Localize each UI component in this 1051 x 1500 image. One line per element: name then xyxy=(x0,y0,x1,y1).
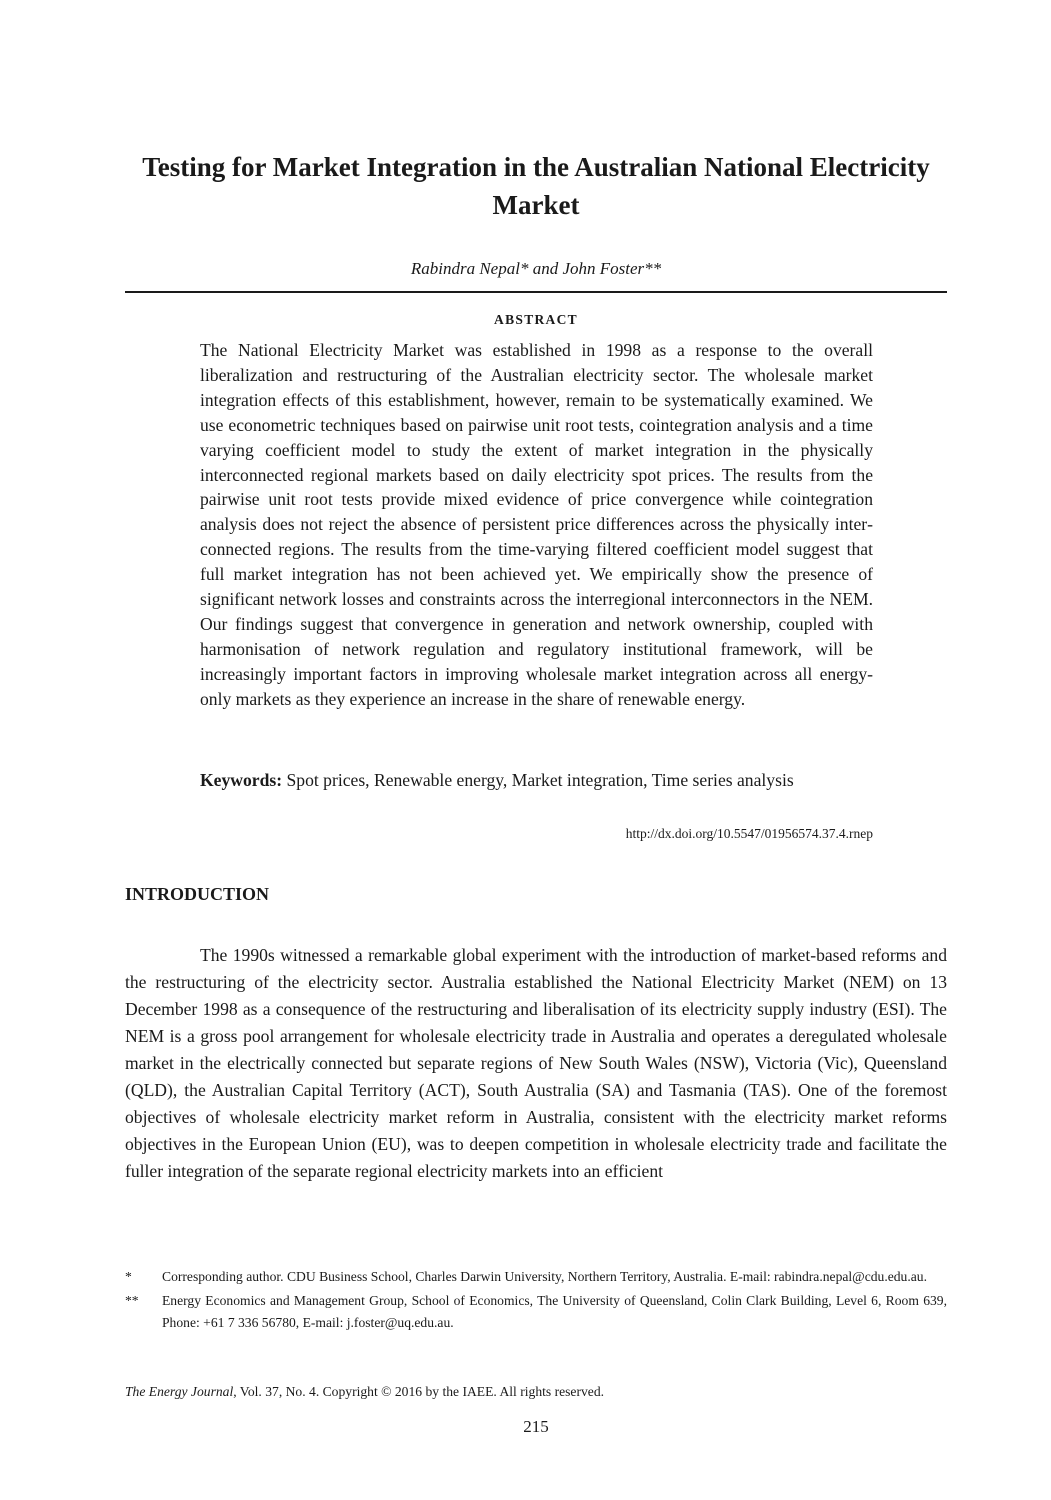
page-number: 215 xyxy=(523,1417,549,1436)
paper-title: Testing for Market Integration in the Australian National Electricity Market xyxy=(142,152,930,220)
abstract-heading: ABSTRACT xyxy=(494,312,578,327)
introduction-paragraph: The 1990s witnessed a remarkable global experiment with the introduction of market-based reforms and the restructuring of the electricity sector. Australia established the National Electricity Market (NEM) on 13 December 1998 as a consequence of the restructuring and liberalisation of its electricity supply industry (ESI). The NEM is a gross pool arrangement for wholesale electricity trade in Australia and operates a deregulated wholesale market in the electrically connected but separate regions of New South Wales (NSW), Victoria (Vic), Queensland (QLD), the Australian Capital Territory (ACT), South Australia (SA) and Tasmania (TAS). One of the foremost objectives of wholesale electricity market reform in Australia, consistent with the electricity market reforms objectives in the European Union (EU), was to deepen competition in wholesale electricity trade and facilitate the fuller integration of the separate regional electricity markets into an efficient xyxy=(125,945,947,1181)
abstract-body: The National Electricity Market was established in 1998 as a response to the overall liberalization and restructuring of the Australian electricity sector. The wholesale market integration effects of this establishment, however, remain to be systematically examined. We use econometric techniques based on pairwise unit root tests, cointegration analysis and a time varying coefficient model to study the extent of market integration in the physically interconnected regional markets based on daily electricity spot prices. The results from the pairwise unit root tests provide mixed evidence of price convergence while cointegration analysis does not reject the absence of persistent price differences across the physically interconnected regions. The results from the time-varying filtered coefficient model suggest that full market integration has not been achieved yet. We empirically show the presence of significant network losses and constraints across the interregional interconnectors in the NEM. Our findings suggest that convergence in generation and network ownership, coupled with harmonisation of network regulation and regulatory institutional framework, will be increasingly important factors in improving wholesale market integration across all energy-only markets as they experience an increase in the share of renewable energy. xyxy=(200,340,873,709)
section-heading-introduction: INTRODUCTION xyxy=(125,884,270,904)
header-rule xyxy=(125,291,947,293)
keywords-label: Keywords: xyxy=(200,770,283,790)
journal-details: , Vol. 37, No. 4. Copyright © 2016 by the IAEE. All rights reserved. xyxy=(233,1384,605,1399)
author-line: Rabindra Nepal* and John Foster** xyxy=(410,259,662,278)
footnote xyxy=(125,1290,947,1335)
footnote xyxy=(125,1266,947,1289)
footnote-mark: ** xyxy=(125,1292,139,1308)
journal-name: The Energy Journal xyxy=(125,1384,234,1399)
footnote-mark: * xyxy=(125,1269,132,1284)
footnote-text: Energy Economics and Management Group, School of Economics, The University of Queensland, Colin Clark Building, Level 6, Room 639, Phone: +61 7 336 56780, E-mail: j.foster@uq.edu.au. xyxy=(162,1292,947,1330)
doi-link[interactable]: http://dx.doi.org/10.5547/01956574.37.4.rnep xyxy=(625,826,873,841)
journal-citation xyxy=(125,1383,604,1401)
keywords-line xyxy=(200,768,873,793)
keywords-list: Spot prices, Renewable energy, Market integration, Time series analysis xyxy=(286,770,794,790)
footnotes xyxy=(125,1266,947,1336)
footnote-text: Corresponding author. CDU Business School, Charles Darwin University, Northern Territory, Australia. E-mail: rabindra.nepal@cdu.edu.au. xyxy=(162,1269,927,1284)
